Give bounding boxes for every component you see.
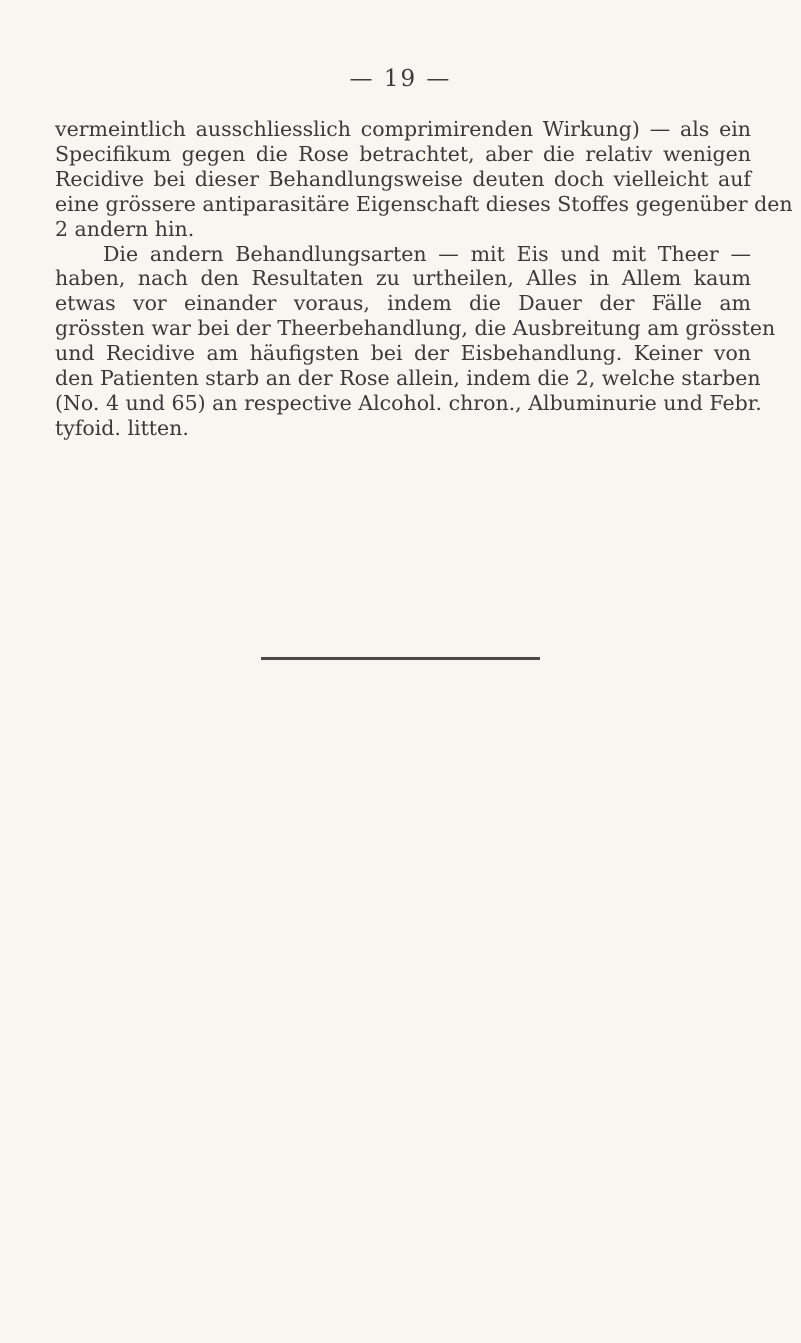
- text-line: tyfoid. litten.: [55, 415, 189, 440]
- text-line: Recidive bei dieser Behandlungsweise deuten doch vielleicht auf: [55, 166, 751, 191]
- text-line: etwas vor einander voraus, indem die Dauer der Fälle am: [55, 291, 751, 316]
- divider-rule: [261, 657, 540, 660]
- text-line: (No. 4 und 65) an respective Alcohol. chron., Albuminurie und Febr.: [55, 390, 762, 415]
- text-line: Specifikum gegen die Rose betrachtet, aber die relativ wenigen: [55, 141, 751, 166]
- text-line: eine grössere antiparasitäre Eigenschaft dieses Stoffes gegenüber den: [55, 191, 793, 216]
- paragraph-2: [55, 241, 776, 441]
- text-line: 2 andern hin.: [55, 216, 195, 241]
- body-text: [55, 117, 793, 441]
- text-line: grössten war bei der Theerbehandlung, die Ausbreitung am grössten: [55, 316, 776, 341]
- paragraph-1: [55, 117, 793, 242]
- text-line: den Patienten starb an der Rose allein, indem die 2, welche starben: [55, 366, 761, 391]
- page-number: — 19 —: [349, 66, 452, 92]
- text-line: vermeintlich ausschliesslich comprimirenden Wirkung) — als ein: [55, 117, 751, 141]
- text-line: und Recidive am häufigsten bei der Eisbehandlung. Keiner von: [55, 341, 751, 366]
- text-line: Die andern Behandlungsarten — mit Eis und mit Theer —: [103, 241, 751, 266]
- text-line: haben, nach den Resultaten zu urtheilen, Alles in Allem kaum: [55, 266, 751, 291]
